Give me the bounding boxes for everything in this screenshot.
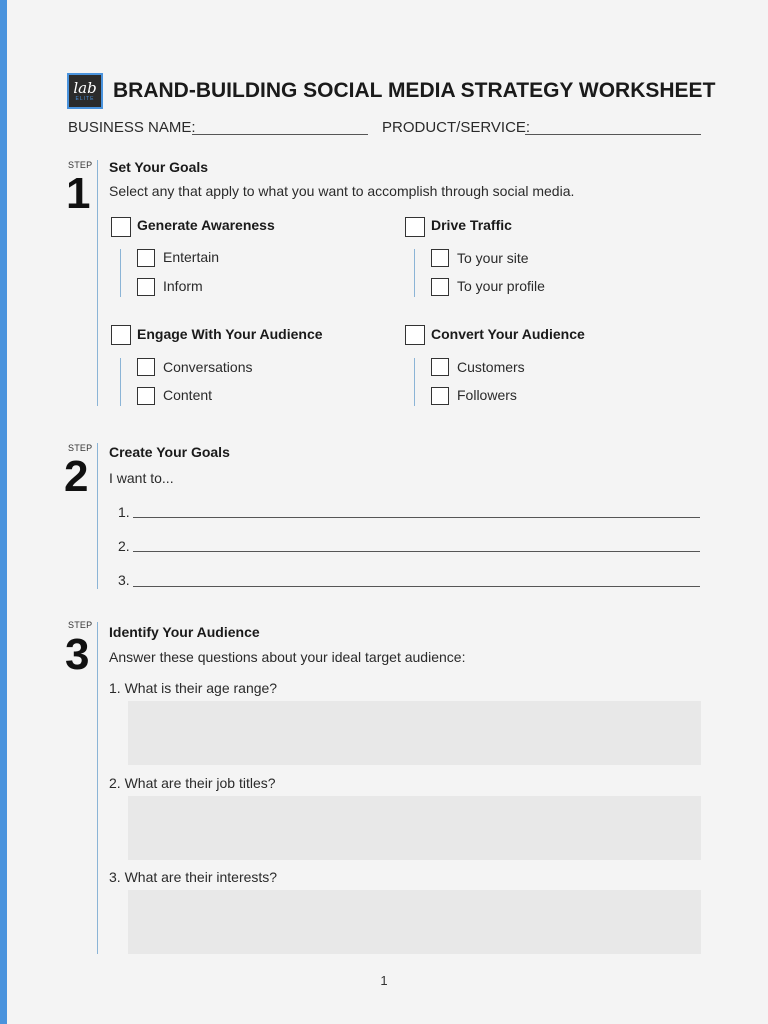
checkbox-to-your-site[interactable] [431, 249, 449, 267]
step3-label: STEP [68, 620, 93, 630]
label-drive-traffic: Drive Traffic [431, 217, 512, 233]
checkbox-conversations[interactable] [137, 358, 155, 376]
answer-box-interests[interactable] [128, 890, 701, 954]
label-customers: Customers [457, 359, 525, 375]
logo-text: lab [73, 78, 97, 97]
step2-divider [97, 443, 98, 589]
step1-heading: Set Your Goals [109, 159, 209, 175]
checkbox-content[interactable] [137, 387, 155, 405]
label-generate-awareness: Generate Awareness [137, 217, 275, 233]
step3-divider [97, 622, 98, 954]
goal-number-1: 1. [118, 504, 130, 520]
step2-intro: I want to... [109, 470, 174, 486]
step1-divider [97, 160, 98, 406]
checkbox-entertain[interactable] [137, 249, 155, 267]
label-to-your-site: To your site [457, 250, 529, 266]
label-convert-audience: Convert Your Audience [431, 326, 585, 342]
group-connector [414, 249, 415, 297]
question-age-range: 1. What is their age range? [109, 680, 278, 696]
group-connector [120, 358, 121, 406]
checkbox-convert-audience[interactable] [405, 325, 425, 345]
business-name-field[interactable] [192, 134, 368, 135]
step2-label: STEP [68, 443, 93, 453]
product-service-field[interactable] [525, 134, 701, 135]
checkbox-engage-audience[interactable] [111, 325, 131, 345]
checkbox-drive-traffic[interactable] [405, 217, 425, 237]
lab-elite-logo [67, 73, 103, 109]
goal-number-3: 3. [118, 572, 130, 588]
step1-label: STEP [68, 160, 93, 170]
product-service-label: PRODUCT/SERVICE: [382, 119, 531, 136]
group-connector [414, 358, 415, 406]
label-to-your-profile: To your profile [457, 278, 545, 294]
step1-instruction: Select any that apply to what you want to accomplish through social media. [109, 183, 575, 199]
label-content: Content [163, 387, 213, 403]
step3-number: 3 [65, 630, 90, 679]
group-connector [120, 249, 121, 297]
goal-field-1[interactable] [133, 517, 700, 518]
step1-number: 1 [66, 169, 91, 218]
goal-number-2: 2. [118, 538, 130, 554]
answer-box-job-titles[interactable] [128, 796, 701, 860]
left-accent-bar [0, 0, 7, 1024]
step3-instruction: Answer these questions about your ideal target audience: [109, 649, 466, 665]
label-inform: Inform [163, 278, 203, 294]
goal-field-2[interactable] [133, 551, 700, 552]
checkbox-customers[interactable] [431, 358, 449, 376]
label-entertain: Entertain [163, 249, 220, 265]
step3-heading: Identify Your Audience [109, 624, 260, 640]
label-followers: Followers [457, 387, 517, 403]
label-engage-audience: Engage With Your Audience [137, 326, 323, 342]
step2-number: 2 [64, 452, 89, 501]
checkbox-followers[interactable] [431, 387, 449, 405]
checkbox-generate-awareness[interactable] [111, 217, 131, 237]
checkbox-to-your-profile[interactable] [431, 278, 449, 296]
header [67, 73, 715, 109]
label-conversations: Conversations [163, 359, 253, 375]
checkbox-inform[interactable] [137, 278, 155, 296]
logo-subtext: ELITE [75, 95, 95, 102]
business-name-label: BUSINESS NAME: [68, 119, 196, 136]
question-job-titles: 2. What are their job titles? [109, 775, 276, 791]
answer-box-age-range[interactable] [128, 701, 701, 765]
question-interests: 3. What are their interests? [109, 869, 278, 885]
step2-heading: Create Your Goals [109, 444, 230, 460]
page-title: BRAND-BUILDING SOCIAL MEDIA STRATEGY WORKSHEET [113, 79, 716, 102]
goal-field-3[interactable] [133, 586, 700, 587]
page-number: 1 [380, 973, 388, 988]
